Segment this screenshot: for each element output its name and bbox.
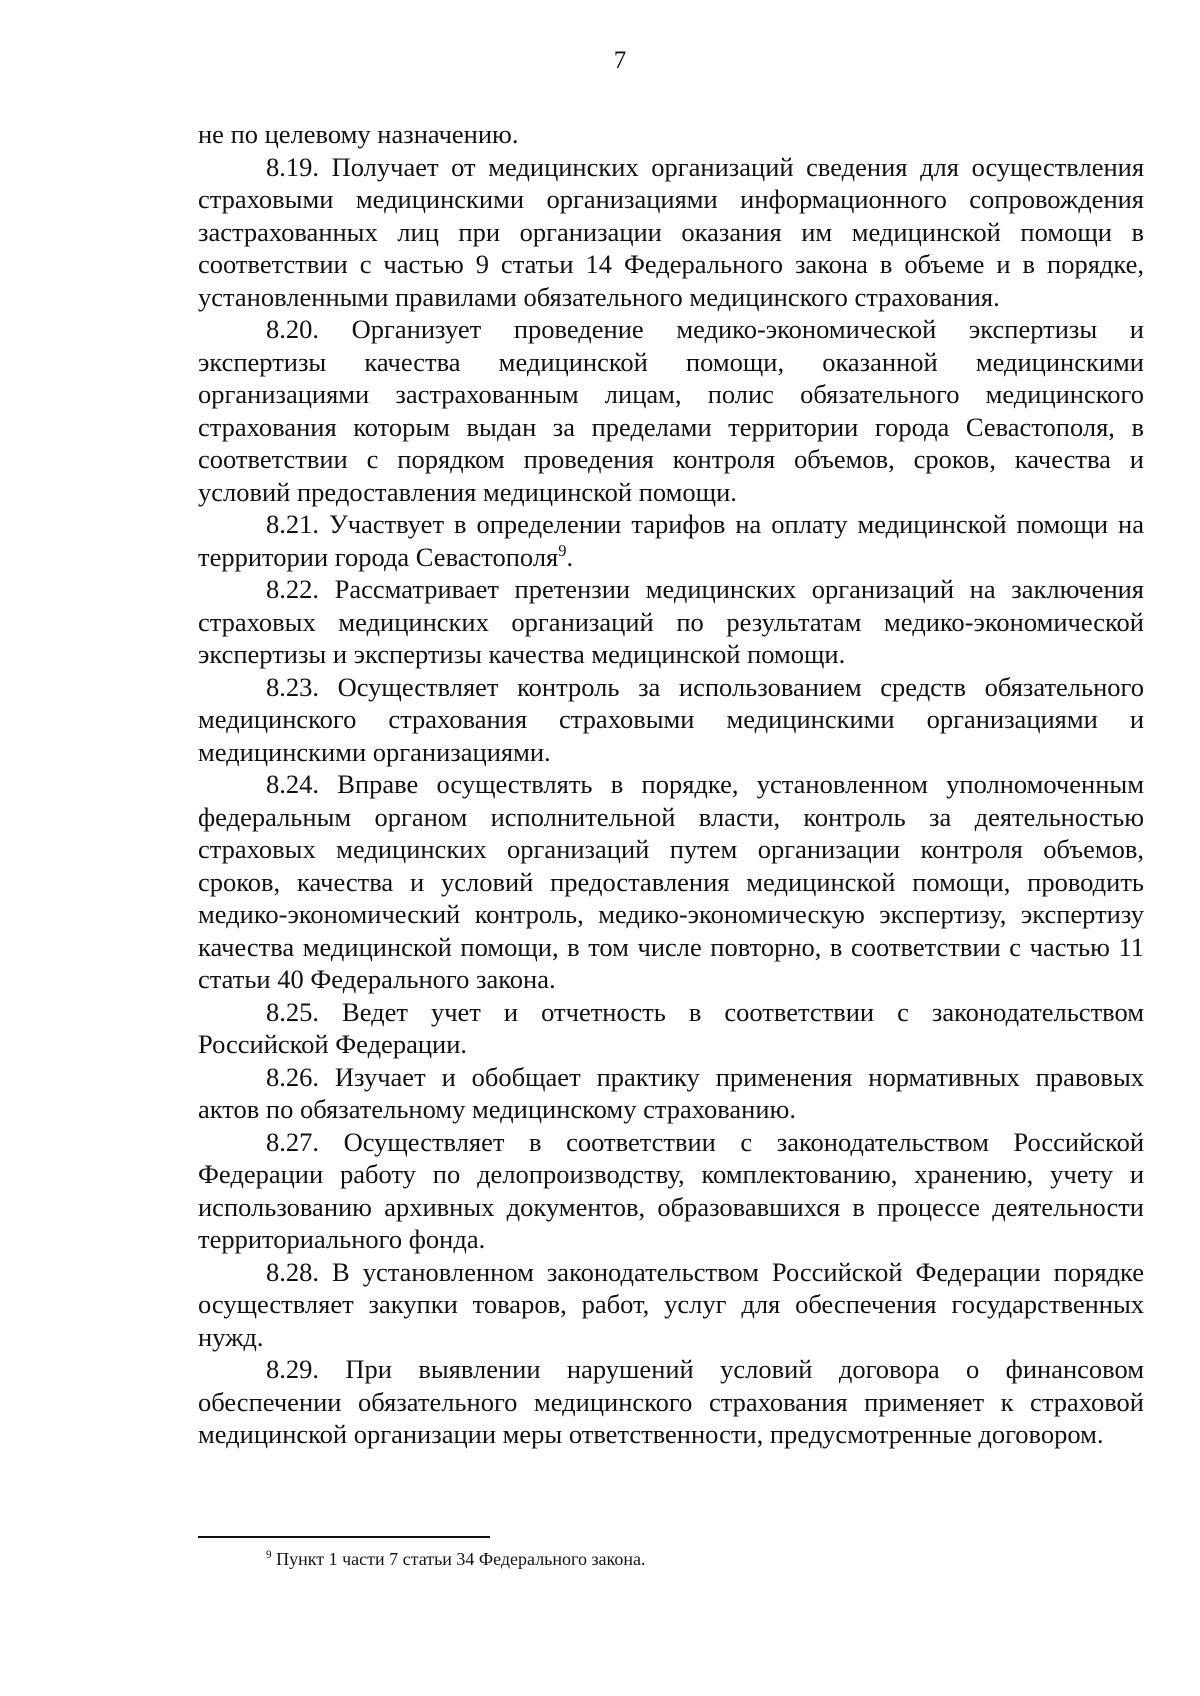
- footnote-text: Пункт 1 части 7 статьи 34 Федерального закона.: [276, 1549, 646, 1569]
- item-number: 8.25.: [266, 996, 319, 1027]
- page-number: 7: [613, 47, 627, 74]
- item-number: 8.24.: [266, 769, 319, 799]
- item-text: Ведет учет и отчетность в соответствии с законодательством Российской Федерации.: [198, 996, 1144, 1059]
- footnote: [266, 1547, 1126, 1571]
- footnote-separator: [198, 1536, 490, 1538]
- item-number: 8.26.: [266, 1061, 319, 1092]
- item-number: 8.28.: [266, 1256, 319, 1287]
- item-text: Участвует в определении тарифов на оплату медицинской помощи на территории города Севастополя: [198, 509, 1144, 572]
- item-number: 8.27.: [266, 1126, 319, 1157]
- paragraph-8-26: [198, 1061, 1144, 1126]
- item-number: 8.21.: [266, 509, 319, 539]
- paragraph-continuation: не по целевому назначению.: [198, 119, 519, 149]
- item-text: Осуществляет в соответствии с законодательством Российской Федерации работу по делопроизводству, комплектованию, хранению, учету и использованию архивных документов, образовавшихся в процессе деятельности территориального фонда.: [198, 1126, 1145, 1254]
- item-text-end: .: [566, 541, 574, 572]
- document-body: [198, 118, 1144, 1451]
- item-number: 8.19.: [266, 151, 319, 182]
- paragraph-8-21: [198, 508, 1144, 573]
- footnote-reference: 9: [558, 540, 567, 560]
- item-text: При выявлении нарушений условий договора о финансовом обеспечении обязательного медицинского страхования применяет к страховой медицинской организации меры ответственности, предусмотренные договором.: [198, 1354, 1145, 1449]
- footnote-mark: 9: [266, 1549, 272, 1561]
- paragraph-8-24: [198, 768, 1144, 996]
- paragraph-8-25: [198, 996, 1144, 1061]
- item-number: 8.29.: [266, 1354, 319, 1384]
- item-text: Изучает и обобщает практику применения нормативных правовых актов по обязательному медицинскому страхованию.: [198, 1061, 1144, 1124]
- item-text: Вправе осуществлять в порядке, установленном уполномоченным федеральным органом исполнительной власти, контроль за деятельностью страховых медицинских организаций путем организации контроля объемов, сроков, качества и условий предоставления медицинской помощи, проводить медико-экономический контроль, медико-экономическую экспертизу, экспертизу качества медицинской помощи, в том числе повторно, в соответствии с частью 11 статьи 40 Федерального закона.: [198, 769, 1144, 994]
- paragraph-8-19: [198, 151, 1144, 314]
- item-number: 8.23.: [266, 671, 319, 702]
- paragraph-8-23: [198, 671, 1144, 769]
- item-text: Получает от медицинских организаций сведения для осуществления страховыми медицинскими организациями информационного сопровождения застрахованных лиц при организации оказания им медицинской помощи в соответствии с частью 9 статьи 14 Федерального закона в объеме и в порядке, установленными правилами обязательного медицинского страхования.: [198, 151, 1145, 312]
- item-text: Организует проведение медико-экономической экспертизы и экспертизы качества медицинской помощи, оказанной медицинскими организациями застрахованным лицам, полис обязательного медицинского страхования которым выдан за пределами территории города Севастополя, в соответствии с порядком проведения контроля объемов, сроков, качества и условий предоставления медицинской помощи.: [198, 314, 1144, 507]
- item-number: 8.22.: [266, 574, 319, 604]
- paragraph-8-27: [198, 1126, 1144, 1256]
- paragraph-8-22: [198, 573, 1144, 671]
- paragraph-8-29: [198, 1353, 1144, 1451]
- paragraph-8-20: [198, 313, 1144, 508]
- paragraph-8-28: [198, 1256, 1144, 1354]
- item-number: 8.20.: [266, 314, 319, 344]
- item-text: Осуществляет контроль за использованием средств обязательного медицинского страхования страховыми медицинскими организациями и медицинскими организациями.: [198, 671, 1144, 767]
- item-text: В установленном законодательством Российской Федерации порядке осуществляет закупки товаров, работ, услуг для обеспечения государственных нужд.: [198, 1256, 1145, 1352]
- item-text: Рассматривает претензии медицинских организаций на заключения страховых медицинских организаций по результатам медико-экономической экспертизы и экспертизы качества медицинской помощи.: [198, 574, 1144, 669]
